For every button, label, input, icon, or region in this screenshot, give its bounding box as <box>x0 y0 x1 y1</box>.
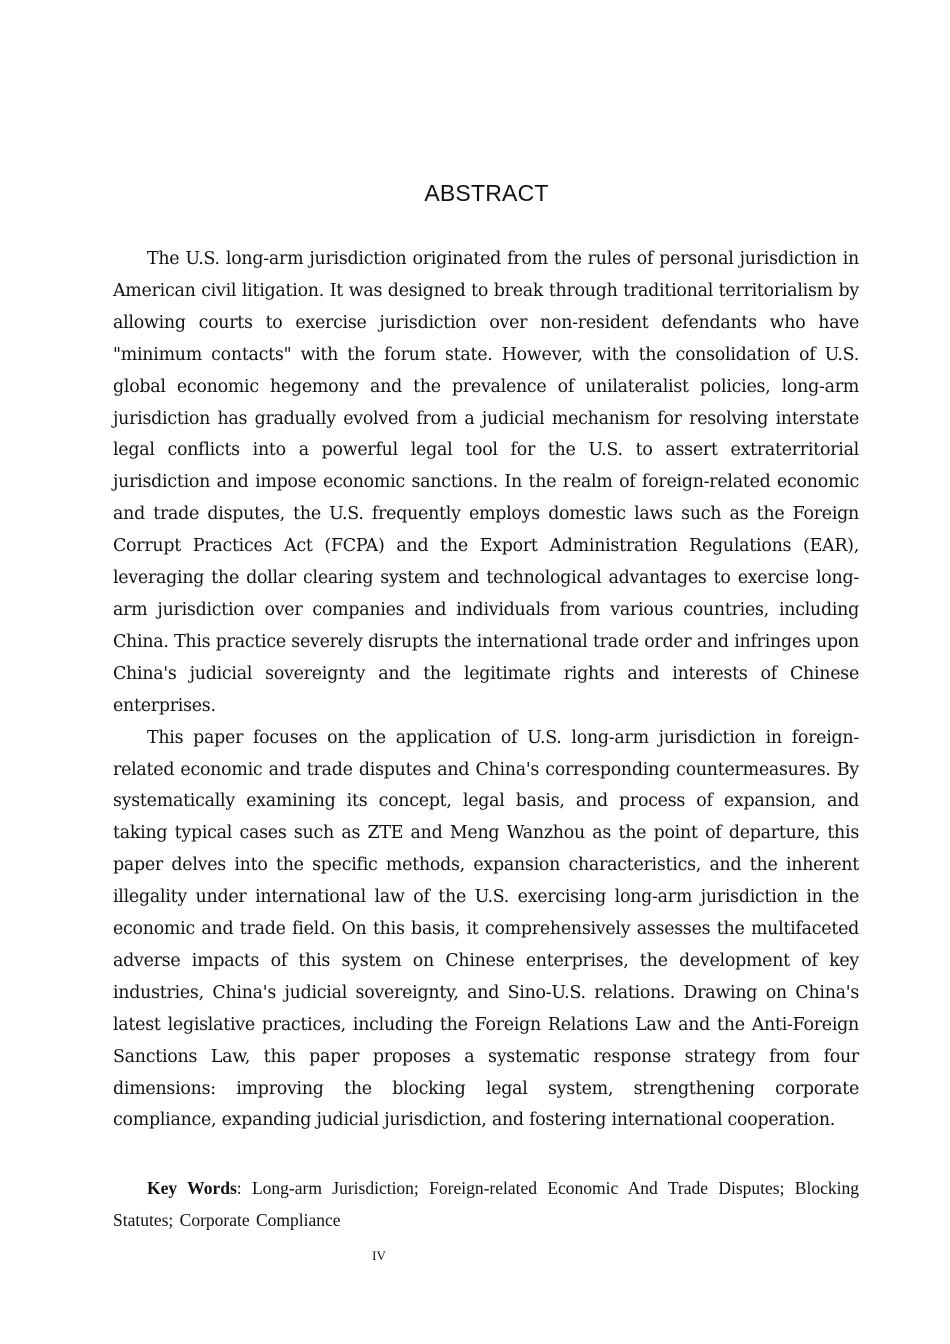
keywords-separator: : <box>236 1178 252 1198</box>
page-title: ABSTRACT <box>424 180 549 206</box>
keywords-text: Long-arm Jurisdiction; Foreign-related Economic And Trade Disputes; Blocking Statutes; Corporate Compliance <box>113 1178 859 1230</box>
abstract-paragraph-1: The U.S. long-arm jurisdiction originated from the rules of personal jurisdiction in American civil litigation. It was designed to break through traditional territorialism by allowing courts to exercise jurisdiction over non-resident defendants who have "minimum contacts" with the forum state. However, with the consolidation of U.S. global economic hegemony and the prevalence of unilateralist policies, long-arm jurisdiction has gradually evolved from a judicial mechanism for resolving interstate legal conflicts into a powerful legal tool for the U.S. to assert extraterritorial jurisdiction and impose economic sanctions. In the realm of foreign-related economic and trade disputes, the U.S. frequently employs domestic laws such as the Foreign Corrupt Practices Act (FCPA) and the Export Administration Regulations (EAR), leveraging the dollar clearing system and technological advantages to exercise long-arm jurisdiction over companies and individuals from various countries, including China. This practice severely disrupts the international trade order and infringes upon China's judicial sovereignty and the legitimate rights and interests of Chinese enterprises. <box>113 249 859 716</box>
page-number: IV <box>372 1248 386 1263</box>
keywords-label: Key Words <box>147 1178 237 1198</box>
abstract-paragraph-2: This paper focuses on the application of U.S. long-arm jurisdiction in foreign-related economic and trade disputes and China's corresponding countermeasures. By systematically examining its concept, legal basis, and process of expansion, and taking typical cases such as ZTE and Meng Wanzhou as the point of departure, this paper delves into the specific methods, expansion characteristics, and the inherent illegality under international law of the U.S. exercising long-arm jurisdiction in the economic and trade field. On this basis, it comprehensively assesses the multifaceted adverse impacts of this system on Chinese enterprises, the development of key industries, China's judicial sovereignty, and Sino-U.S. relations. Drawing on China's latest legislative practices, including the Foreign Relations Law and the Anti-Foreign Sanctions Law, this paper proposes a systematic response strategy from four dimensions: improving the blocking legal system, strengthening corporate compliance, expanding judicial jurisdiction, and fostering international cooperation. <box>113 727 859 1131</box>
abstract-body <box>113 244 859 1137</box>
keywords-line <box>113 1172 859 1236</box>
